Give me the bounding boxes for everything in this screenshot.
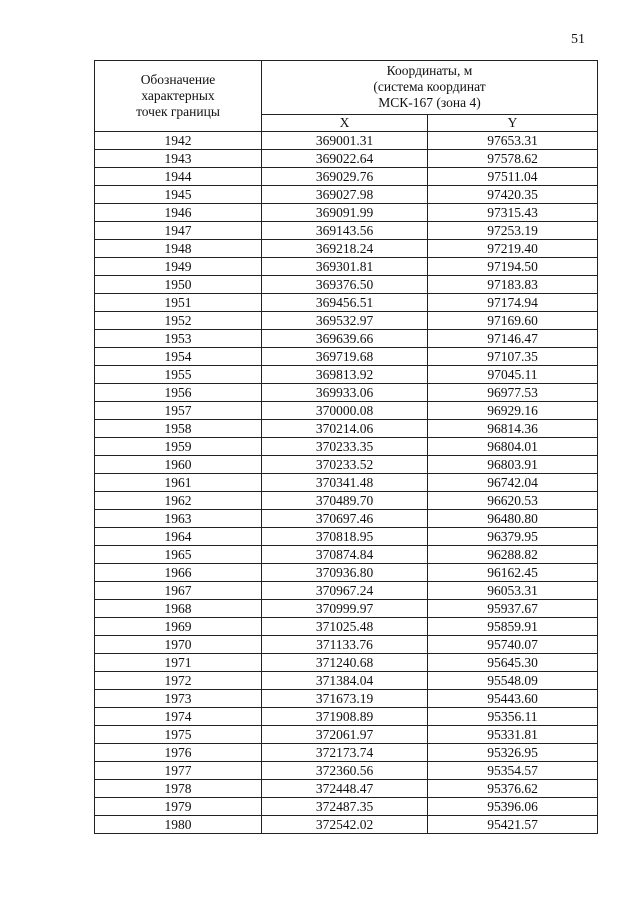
x-coordinate-cell: 370999.97	[262, 600, 428, 618]
point-id-cell: 1964	[95, 528, 262, 546]
y-coordinate-cell: 95396.06	[428, 798, 598, 816]
point-id-cell: 1969	[95, 618, 262, 636]
x-coordinate-cell: 369091.99	[262, 204, 428, 222]
y-coordinate-cell: 97045.11	[428, 366, 598, 384]
x-coordinate-cell: 371673.19	[262, 690, 428, 708]
header-line: МСК-167 (зона 4)	[378, 95, 481, 111]
y-coordinate-cell: 97253.19	[428, 222, 598, 240]
x-coordinate-cell: 371384.04	[262, 672, 428, 690]
y-coordinate-cell: 95443.60	[428, 690, 598, 708]
table-row	[95, 204, 598, 222]
point-id-cell: 1950	[95, 276, 262, 294]
x-coordinate-cell: 369301.81	[262, 258, 428, 276]
point-id-cell: 1962	[95, 492, 262, 510]
y-coordinate-cell: 95421.57	[428, 816, 598, 834]
point-id-cell: 1953	[95, 330, 262, 348]
x-coordinate-cell: 372487.35	[262, 798, 428, 816]
table-row	[95, 528, 598, 546]
x-coordinate-cell: 370000.08	[262, 402, 428, 420]
y-coordinate-cell: 95859.91	[428, 618, 598, 636]
y-coordinate-cell: 95937.67	[428, 600, 598, 618]
point-id-cell: 1957	[95, 402, 262, 420]
table-row	[95, 780, 598, 798]
table-row	[95, 654, 598, 672]
point-id-cell: 1972	[95, 672, 262, 690]
table-row	[95, 294, 598, 312]
x-coordinate-cell: 372360.56	[262, 762, 428, 780]
x-coordinate-cell: 372542.02	[262, 816, 428, 834]
x-coordinate-cell: 369933.06	[262, 384, 428, 402]
point-id-cell: 1946	[95, 204, 262, 222]
x-coordinate-cell: 369218.24	[262, 240, 428, 258]
table-row	[95, 168, 598, 186]
point-id-cell: 1942	[95, 132, 262, 150]
x-coordinate-cell: 369027.98	[262, 186, 428, 204]
table-row	[95, 492, 598, 510]
table-row	[95, 384, 598, 402]
point-id-cell: 1948	[95, 240, 262, 258]
y-coordinate-cell: 96288.82	[428, 546, 598, 564]
table-row	[95, 312, 598, 330]
table-row	[95, 150, 598, 168]
x-coordinate-cell: 370233.35	[262, 438, 428, 456]
y-coordinate-cell: 95548.09	[428, 672, 598, 690]
y-coordinate-cell: 97174.94	[428, 294, 598, 312]
y-coordinate-cell: 96929.16	[428, 402, 598, 420]
x-coordinate-cell: 369719.68	[262, 348, 428, 366]
page-number: 51	[571, 32, 585, 47]
point-designation-header	[95, 61, 262, 132]
x-coordinate-cell: 370936.80	[262, 564, 428, 582]
x-coordinate-cell: 370489.70	[262, 492, 428, 510]
table-row	[95, 258, 598, 276]
x-coordinate-cell: 370341.48	[262, 474, 428, 492]
y-coordinate-cell: 95645.30	[428, 654, 598, 672]
table-row	[95, 222, 598, 240]
x-coordinate-cell: 371908.89	[262, 708, 428, 726]
x-coordinate-cell: 369143.56	[262, 222, 428, 240]
table-row	[95, 564, 598, 582]
y-coordinate-cell: 97194.50	[428, 258, 598, 276]
table-row	[95, 510, 598, 528]
x-coordinate-cell: 372061.97	[262, 726, 428, 744]
x-coordinate-cell: 371133.76	[262, 636, 428, 654]
y-coordinate-cell: 96804.01	[428, 438, 598, 456]
y-coordinate-cell: 96620.53	[428, 492, 598, 510]
x-coordinate-cell: 371240.68	[262, 654, 428, 672]
point-id-cell: 1980	[95, 816, 262, 834]
y-coordinate-cell: 97653.31	[428, 132, 598, 150]
point-id-cell: 1958	[95, 420, 262, 438]
y-coordinate-cell: 96162.45	[428, 564, 598, 582]
y-coordinate-cell: 97183.83	[428, 276, 598, 294]
table-row	[95, 366, 598, 384]
x-coordinate-cell: 369639.66	[262, 330, 428, 348]
x-coordinate-cell: 369029.76	[262, 168, 428, 186]
x-coordinate-cell: 370214.06	[262, 420, 428, 438]
y-coordinate-cell: 97315.43	[428, 204, 598, 222]
coordinates-header	[262, 61, 598, 115]
point-id-cell: 1965	[95, 546, 262, 564]
y-coordinate-cell: 96053.31	[428, 582, 598, 600]
x-coordinate-cell: 369376.50	[262, 276, 428, 294]
table-row	[95, 186, 598, 204]
point-id-cell: 1979	[95, 798, 262, 816]
y-coordinate-cell: 95326.95	[428, 744, 598, 762]
table-body	[95, 132, 598, 834]
x-coordinate-cell: 370233.52	[262, 456, 428, 474]
point-id-cell: 1959	[95, 438, 262, 456]
table-row	[95, 474, 598, 492]
table-row	[95, 726, 598, 744]
header-line: Обозначение	[140, 72, 216, 87]
y-coordinate-cell: 96742.04	[428, 474, 598, 492]
y-coordinate-cell: 95356.11	[428, 708, 598, 726]
point-id-cell: 1944	[95, 168, 262, 186]
x-coordinate-cell: 372173.74	[262, 744, 428, 762]
table-row	[95, 546, 598, 564]
x-coordinate-cell: 370967.24	[262, 582, 428, 600]
x-coordinate-cell: 369456.51	[262, 294, 428, 312]
table-row	[95, 276, 598, 294]
y-coordinate-cell: 95740.07	[428, 636, 598, 654]
point-id-cell: 1966	[95, 564, 262, 582]
point-id-cell: 1977	[95, 762, 262, 780]
table-row	[95, 672, 598, 690]
point-id-cell: 1974	[95, 708, 262, 726]
x-coordinate-cell: 369022.64	[262, 150, 428, 168]
y-coordinate-cell: 97219.40	[428, 240, 598, 258]
y-coordinate-cell: 97146.47	[428, 330, 598, 348]
point-id-cell: 1949	[95, 258, 262, 276]
point-id-cell: 1943	[95, 150, 262, 168]
table-row	[95, 330, 598, 348]
y-coordinate-cell: 96379.95	[428, 528, 598, 546]
point-id-cell: 1960	[95, 456, 262, 474]
y-coordinate-cell: 97511.04	[428, 168, 598, 186]
y-coordinate-cell: 96814.36	[428, 420, 598, 438]
table-row	[95, 798, 598, 816]
table-row	[95, 690, 598, 708]
point-id-cell: 1961	[95, 474, 262, 492]
x-coordinate-cell: 370697.46	[262, 510, 428, 528]
table-row	[95, 636, 598, 654]
y-coordinate-cell: 97578.62	[428, 150, 598, 168]
table-row	[95, 420, 598, 438]
x-coordinate-cell: 370874.84	[262, 546, 428, 564]
x-coordinate-cell: 369001.31	[262, 132, 428, 150]
y-coordinate-cell: 95331.81	[428, 726, 598, 744]
point-id-cell: 1975	[95, 726, 262, 744]
point-id-cell: 1963	[95, 510, 262, 528]
table-row	[95, 600, 598, 618]
table-row	[95, 708, 598, 726]
point-id-cell: 1976	[95, 744, 262, 762]
y-coordinate-cell: 97169.60	[428, 312, 598, 330]
table-row	[95, 762, 598, 780]
point-id-cell: 1970	[95, 636, 262, 654]
table-row	[95, 240, 598, 258]
x-column-header: X	[262, 114, 428, 131]
point-id-cell: 1952	[95, 312, 262, 330]
y-coordinate-cell: 96480.80	[428, 510, 598, 528]
point-id-cell: 1971	[95, 654, 262, 672]
y-coordinate-cell: 97420.35	[428, 186, 598, 204]
x-coordinate-cell: 371025.48	[262, 618, 428, 636]
point-id-cell: 1951	[95, 294, 262, 312]
header-line: точек границы	[136, 104, 220, 119]
x-coordinate-cell: 372448.47	[262, 780, 428, 798]
coordinates-table	[94, 60, 598, 834]
table-row	[95, 348, 598, 366]
table-row	[95, 402, 598, 420]
point-id-cell: 1978	[95, 780, 262, 798]
header-line: Координаты, м	[386, 63, 473, 79]
y-coordinate-cell: 96803.91	[428, 456, 598, 474]
table-row	[95, 744, 598, 762]
x-coordinate-cell: 370818.95	[262, 528, 428, 546]
x-coordinate-cell: 369813.92	[262, 366, 428, 384]
header-line: характерных	[141, 88, 215, 103]
point-id-cell: 1955	[95, 366, 262, 384]
point-id-cell: 1968	[95, 600, 262, 618]
point-id-cell: 1947	[95, 222, 262, 240]
y-column-header: Y	[428, 114, 598, 131]
point-id-cell: 1973	[95, 690, 262, 708]
table-row	[95, 618, 598, 636]
point-id-cell: 1954	[95, 348, 262, 366]
table-header	[95, 61, 598, 132]
table-row	[95, 816, 598, 834]
point-id-cell: 1956	[95, 384, 262, 402]
point-id-cell: 1967	[95, 582, 262, 600]
point-id-cell: 1945	[95, 186, 262, 204]
table-row	[95, 438, 598, 456]
y-coordinate-cell: 95354.57	[428, 762, 598, 780]
y-coordinate-cell: 97107.35	[428, 348, 598, 366]
y-coordinate-cell: 96977.53	[428, 384, 598, 402]
table-row	[95, 582, 598, 600]
x-coordinate-cell: 369532.97	[262, 312, 428, 330]
table-row	[95, 132, 598, 150]
header-line: (система координат	[373, 79, 486, 95]
table-row	[95, 456, 598, 474]
y-coordinate-cell: 95376.62	[428, 780, 598, 798]
